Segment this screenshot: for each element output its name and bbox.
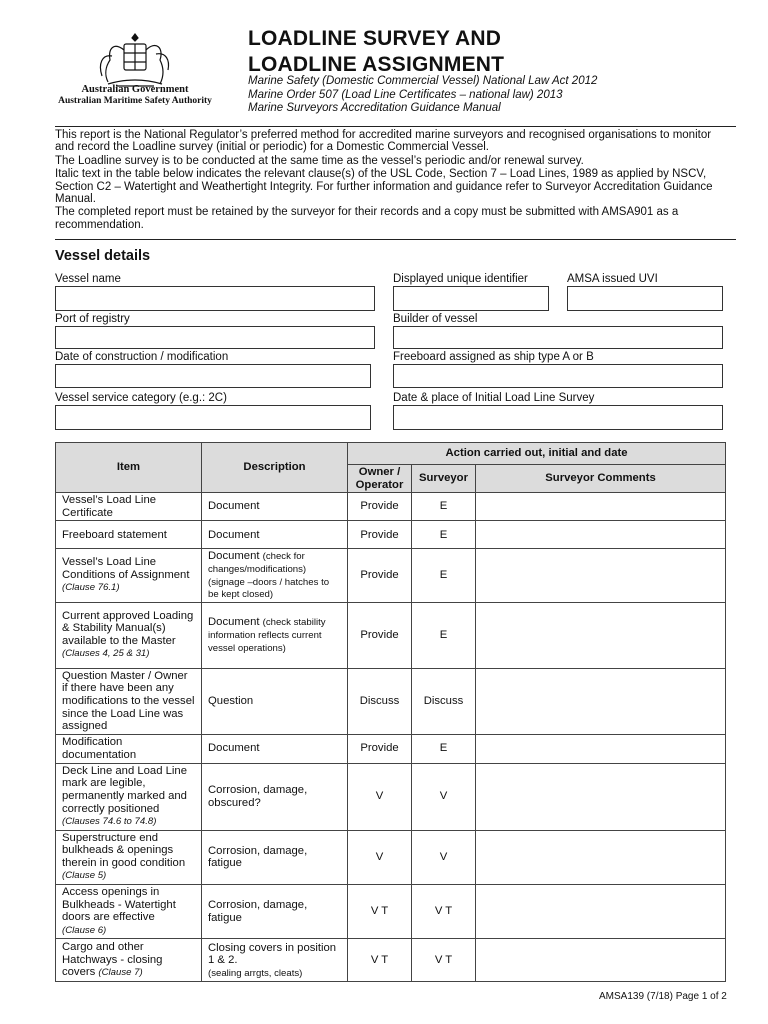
unique-identifier-label: Displayed unique identifier — [393, 273, 528, 285]
description-cell: Closing covers in position 1 & 2. (sealing arrgts, cleats) — [202, 939, 348, 982]
item-cell: Deck Line and Load Line mark are legible, permanently marked and correctly positioned (Clauses 74.6 to 74.8) — [56, 763, 202, 830]
surveyor-cell: V — [412, 830, 476, 884]
table-row — [56, 939, 726, 982]
intro-paragraph: This report is the National Regulator’s preferred method for accredited marine surveyors and recognised organisations to monitor and record the Loadline survey (initial or periodic) for a Domestic Commercial Vessel. — [55, 129, 712, 154]
item-cell: Freeboard statement — [56, 521, 202, 549]
reference-2: Marine Order 507 (Load Line Certificates – national law) 2013 — [248, 88, 563, 101]
description-cell: Corrosion, damage, fatigue — [202, 830, 348, 884]
legislation-references — [248, 75, 597, 116]
reference-3: Marine Surveyors Accreditation Guidance Manual — [248, 102, 501, 114]
item-cell: Modification documentation — [56, 734, 202, 763]
owner-cell: V — [348, 830, 412, 884]
description-cell: Question — [202, 668, 348, 734]
owner-cell: Provide — [348, 602, 412, 668]
comments-cell[interactable] — [476, 939, 726, 982]
surveyor-cell: E — [412, 549, 476, 602]
comments-cell[interactable] — [476, 549, 726, 602]
surveyor-cell: V T — [412, 885, 476, 939]
port-of-registry-field[interactable] — [55, 326, 375, 349]
header-surveyor: Surveyor — [412, 465, 476, 493]
service-category-label: Vessel service category (e.g.: 2C) — [55, 392, 227, 404]
vessel-name-field[interactable] — [55, 286, 375, 311]
header-owner: Owner / Operator — [348, 465, 412, 493]
header-description: Description — [202, 443, 348, 493]
surveyor-cell: Discuss — [412, 668, 476, 734]
government-name: Australian Government — [81, 84, 189, 95]
freeboard-type-label: Freeboard assigned as ship type A or B — [393, 351, 594, 363]
builder-label: Builder of vessel — [393, 313, 478, 325]
owner-cell: Provide — [348, 521, 412, 549]
coat-of-arms-icon — [90, 30, 180, 90]
initial-survey-label: Date & place of Initial Load Line Survey — [393, 392, 595, 404]
table-row — [56, 602, 726, 668]
comments-cell[interactable] — [476, 830, 726, 884]
port-of-registry-label: Port of registry — [55, 313, 130, 325]
surveyor-cell: V — [412, 763, 476, 830]
intro-paragraph: The completed report must be retained by the surveyor for their records and a copy must be submitted with AMSA901 as a recommendation. — [55, 206, 679, 231]
survey-table — [55, 442, 726, 982]
header-item: Item — [56, 443, 202, 493]
item-cell: Superstructure end bulkheads & openings therein in good condition (Clause 5) — [56, 830, 202, 884]
description-cell: Document — [202, 493, 348, 521]
date-construction-field[interactable] — [55, 364, 371, 388]
description-cell: Document — [202, 521, 348, 549]
comments-cell[interactable] — [476, 493, 726, 521]
item-cell: Cargo and other Hatchways - closing covers (Clause 7) — [56, 939, 202, 982]
owner-cell: V — [348, 763, 412, 830]
initial-survey-field[interactable] — [393, 405, 723, 430]
owner-cell: Provide — [348, 549, 412, 602]
comments-cell[interactable] — [476, 521, 726, 549]
uvi-label: AMSA issued UVI — [567, 273, 658, 285]
page-title: LOADLINE SURVEY AND LOADLINE ASSIGNMENT — [248, 27, 505, 76]
description-cell: Corrosion, damage, fatigue — [202, 885, 348, 939]
owner-cell: V T — [348, 885, 412, 939]
intro-paragraph: Italic text in the table below indicates the relevant clause(s) of the USL Code, Section 7 – Load Lines, 1989 as applied by NSCV, Section C2 – Watertight and Weathertight Integrity. For further information and guidance refer to Surveyor Accreditation Guidance Manual. — [55, 168, 713, 206]
surveyor-cell: V T — [412, 939, 476, 982]
table-row — [56, 549, 726, 602]
divider-top — [55, 126, 736, 127]
table-row — [56, 493, 726, 521]
owner-cell: V T — [348, 939, 412, 982]
builder-field[interactable] — [393, 326, 723, 349]
intro-text — [55, 129, 731, 232]
comments-cell[interactable] — [476, 734, 726, 763]
divider-intro — [55, 239, 736, 240]
description-cell: Document (check stability information reflects current vessel operations) — [202, 602, 348, 668]
table-row — [56, 763, 726, 830]
unique-identifier-field[interactable] — [393, 286, 549, 311]
owner-cell: Provide — [348, 493, 412, 521]
freeboard-type-field[interactable] — [393, 364, 723, 388]
comments-cell[interactable] — [476, 668, 726, 734]
uvi-field[interactable] — [567, 286, 723, 311]
service-category-field[interactable] — [55, 405, 371, 430]
item-cell: Current approved Loading & Stability Manual(s) available to the Master (Clauses 4, 25 & 31) — [56, 602, 202, 668]
section-heading: Vessel details — [55, 248, 151, 264]
header-comments: Surveyor Comments — [476, 465, 726, 493]
table-row — [56, 734, 726, 763]
comments-cell[interactable] — [476, 602, 726, 668]
item-cell: Access openings in Bulkheads - Watertight doors are effective (Clause 6) — [56, 885, 202, 939]
table-row — [56, 521, 726, 549]
surveyor-cell: E — [412, 493, 476, 521]
date-construction-label: Date of construction / modification — [55, 351, 229, 363]
owner-cell: Provide — [348, 734, 412, 763]
surveyor-cell: E — [412, 734, 476, 763]
reference-1: Marine Safety (Domestic Commercial Vessel) National Law Act 2012 — [248, 75, 598, 87]
comments-cell[interactable] — [476, 763, 726, 830]
owner-cell: Discuss — [348, 668, 412, 734]
description-cell: Document (check for changes/modifications) (signage –doors / hatches to be kept closed) — [202, 549, 348, 602]
item-cell: Vessel’s Load Line Certificate — [56, 493, 202, 521]
comments-cell[interactable] — [476, 885, 726, 939]
description-cell: Corrosion, damage, obscured? — [202, 763, 348, 830]
description-cell: Document — [202, 734, 348, 763]
intro-paragraph: The Loadline survey is to be conducted at the same time as the vessel’s periodic and/or renewal survey. — [55, 154, 584, 167]
table-row — [56, 668, 726, 734]
item-cell: Vessel’s Load Line Conditions of Assignment (Clause 76.1) — [56, 549, 202, 602]
table-row — [56, 885, 726, 939]
surveyor-cell: E — [412, 602, 476, 668]
item-cell: Question Master / Owner if there have been any modifications to the vessel since the Load Line was assigned — [56, 668, 202, 734]
header-action: Action carried out, initial and date — [348, 443, 726, 465]
authority-name: Australian Maritime Safety Authority — [58, 96, 212, 106]
page-footer: AMSA139 (7/18) Page 1 of 2 — [599, 991, 727, 1002]
surveyor-cell: E — [412, 521, 476, 549]
table-row — [56, 830, 726, 884]
vessel-name-label: Vessel name — [55, 273, 121, 285]
